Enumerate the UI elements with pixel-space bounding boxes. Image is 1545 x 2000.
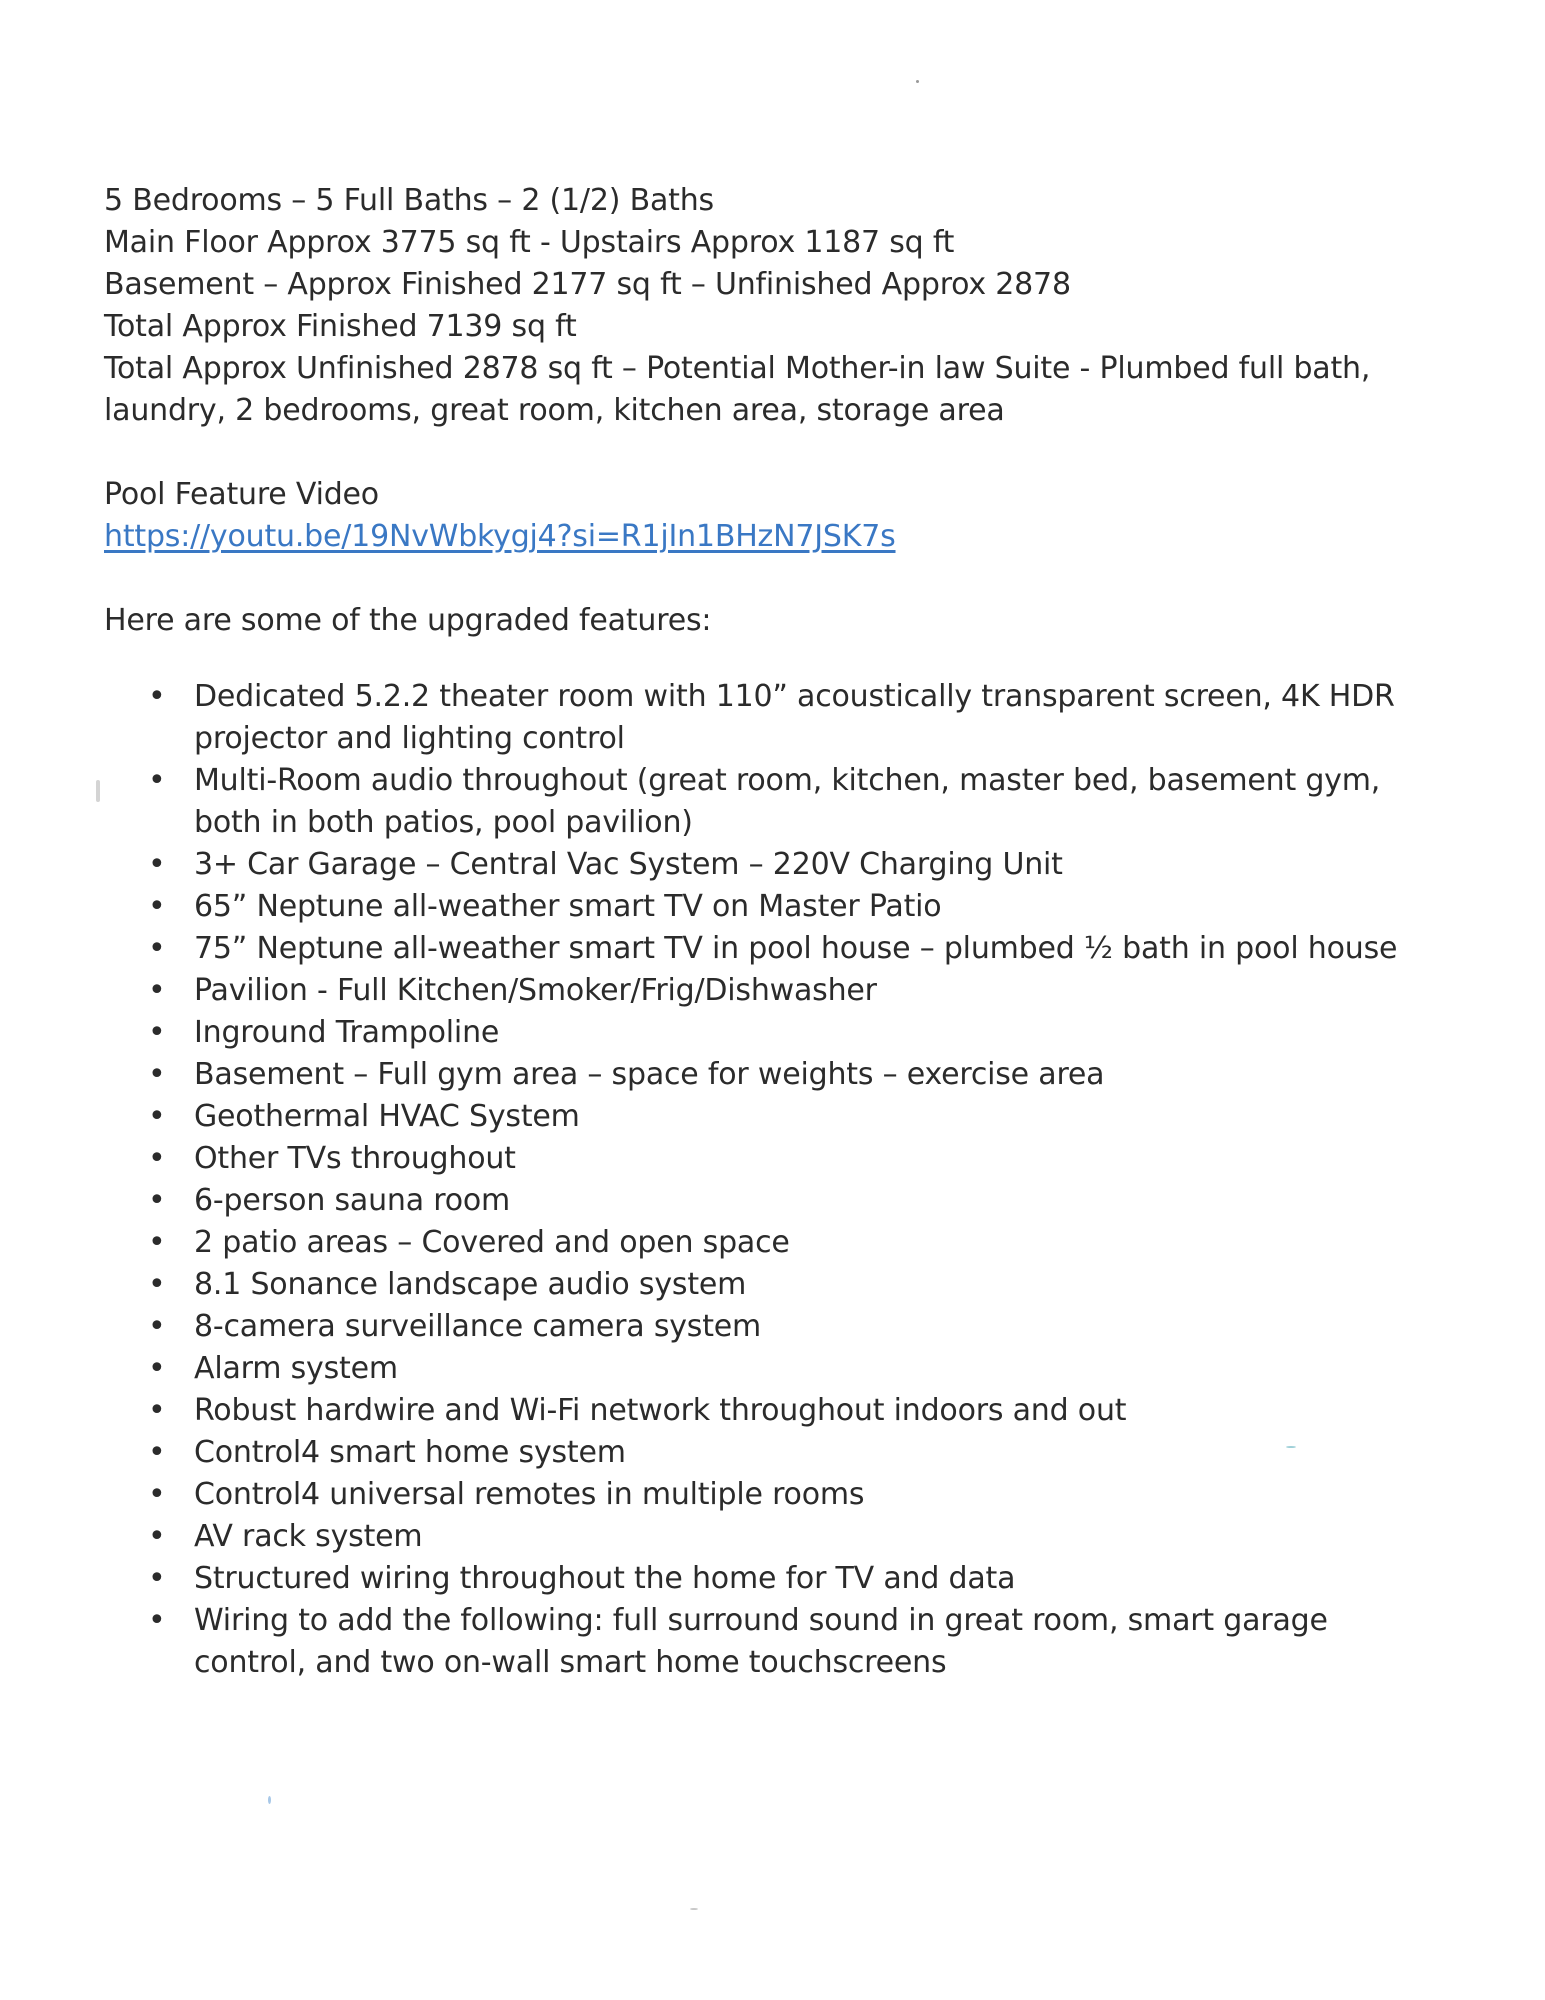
feature-text: Geothermal HVAC System — [194, 1099, 580, 1134]
features-intro: Here are some of the upgraded features: — [104, 603, 712, 638]
list-item — [104, 1432, 1444, 1474]
bullet-icon: • — [148, 889, 166, 924]
list-item — [104, 928, 1444, 970]
summary-line-suite-details: laundry, 2 bedrooms, great room, kitchen area, storage area — [104, 393, 1005, 428]
bullet-icon: • — [148, 1477, 166, 1512]
summary-line-rooms: 5 Bedrooms – 5 Full Baths – 2 (1/2) Baths — [104, 183, 714, 218]
scan-speck — [96, 780, 100, 802]
list-item — [104, 1390, 1444, 1432]
feature-text: 3+ Car Garage – Central Vac System – 220V Charging Unit — [194, 847, 1063, 882]
list-item — [104, 1180, 1444, 1222]
bullet-icon: • — [148, 931, 166, 966]
feature-text: 8-camera surveillance camera system — [194, 1309, 762, 1344]
video-link[interactable]: https://youtu.be/19NvWbkygj4?si=R1jIn1BHzN7JSK7s — [104, 519, 896, 554]
bullet-icon: • — [148, 1561, 166, 1596]
bullet-icon: • — [148, 1057, 166, 1092]
spacer — [104, 558, 1444, 600]
feature-text: 2 patio areas – Covered and open space — [194, 1225, 790, 1260]
feature-text: Multi-Room audio throughout (great room, kitchen, master bed, basement gym, both in both patios, pool pavilion) — [194, 763, 1381, 840]
feature-text: 8.1 Sonance landscape audio system — [194, 1267, 747, 1302]
bullet-icon: • — [148, 1393, 166, 1428]
summary-line-total-finished: Total Approx Finished 7139 sq ft — [104, 309, 577, 344]
feature-text: Control4 universal remotes in multiple rooms — [194, 1477, 865, 1512]
property-summary — [104, 180, 1444, 432]
summary-line-total-unfinished: Total Approx Unfinished 2878 sq ft – Potential Mother-in law Suite - Plumbed full bath, — [104, 351, 1371, 386]
scan-speck — [690, 1908, 698, 1910]
bullet-icon: • — [148, 1309, 166, 1344]
bullet-icon: • — [148, 1603, 166, 1638]
feature-text: Wiring to add the following: full surround sound in great room, smart garage control, and two on-wall smart home touchscreens — [194, 1603, 1328, 1680]
list-item — [104, 1264, 1444, 1306]
spacer — [104, 432, 1444, 474]
list-item — [104, 844, 1444, 886]
bullet-icon: • — [148, 1435, 166, 1470]
list-item — [104, 1012, 1444, 1054]
bullet-icon: • — [148, 1225, 166, 1260]
video-section — [104, 474, 1444, 558]
bullet-icon: • — [148, 763, 166, 798]
bullet-icon: • — [148, 1183, 166, 1218]
list-item — [104, 1474, 1444, 1516]
bullet-icon: • — [148, 1351, 166, 1386]
feature-text: Basement – Full gym area – space for weights – exercise area — [194, 1057, 1105, 1092]
bullet-icon: • — [148, 973, 166, 1008]
list-item — [104, 1054, 1444, 1096]
feature-text: Structured wiring throughout the home for TV and data — [194, 1561, 1016, 1596]
list-item — [104, 1600, 1444, 1684]
list-item — [104, 1348, 1444, 1390]
list-item — [104, 886, 1444, 928]
feature-text: Other TVs throughout — [194, 1141, 516, 1176]
feature-text: Pavilion - Full Kitchen/Smoker/Frig/Dishwasher — [194, 973, 877, 1008]
list-item — [104, 970, 1444, 1012]
spacer — [104, 642, 1444, 676]
video-label: Pool Feature Video — [104, 477, 379, 512]
summary-line-main-floor: Main Floor Approx 3775 sq ft - Upstairs Approx 1187 sq ft — [104, 225, 955, 260]
bullet-icon: • — [148, 847, 166, 882]
list-item — [104, 1222, 1444, 1264]
list-item — [104, 1306, 1444, 1348]
feature-text: AV rack system — [194, 1519, 423, 1554]
list-item — [104, 1516, 1444, 1558]
list-item — [104, 1096, 1444, 1138]
features-list — [104, 676, 1444, 1684]
feature-text: Dedicated 5.2.2 theater room with 110” acoustically transparent screen, 4K HDR projector and lighting control — [194, 679, 1395, 756]
feature-text: Inground Trampoline — [194, 1015, 500, 1050]
bullet-icon: • — [148, 1099, 166, 1134]
bullet-icon: • — [148, 1141, 166, 1176]
document-body — [104, 180, 1444, 1684]
list-item — [104, 760, 1444, 844]
bullet-icon: • — [148, 1519, 166, 1554]
bullet-icon: • — [148, 1267, 166, 1302]
feature-text: Alarm system — [194, 1351, 398, 1386]
list-item — [104, 676, 1444, 760]
scan-speck — [268, 1796, 271, 1804]
summary-line-basement: Basement – Approx Finished 2177 sq ft – Unfinished Approx 2878 — [104, 267, 1071, 302]
bullet-icon: • — [148, 1015, 166, 1050]
feature-text: 6-person sauna room — [194, 1183, 511, 1218]
bullet-icon: • — [148, 679, 166, 714]
feature-text: Robust hardwire and Wi-Fi network throughout indoors and out — [194, 1393, 1127, 1428]
list-item — [104, 1558, 1444, 1600]
list-item — [104, 1138, 1444, 1180]
feature-text: 65” Neptune all-weather smart TV on Master Patio — [194, 889, 942, 924]
scan-speck — [916, 80, 919, 83]
feature-text: Control4 smart home system — [194, 1435, 626, 1470]
feature-text: 75” Neptune all-weather smart TV in pool house – plumbed ½ bath in pool house — [194, 931, 1398, 966]
